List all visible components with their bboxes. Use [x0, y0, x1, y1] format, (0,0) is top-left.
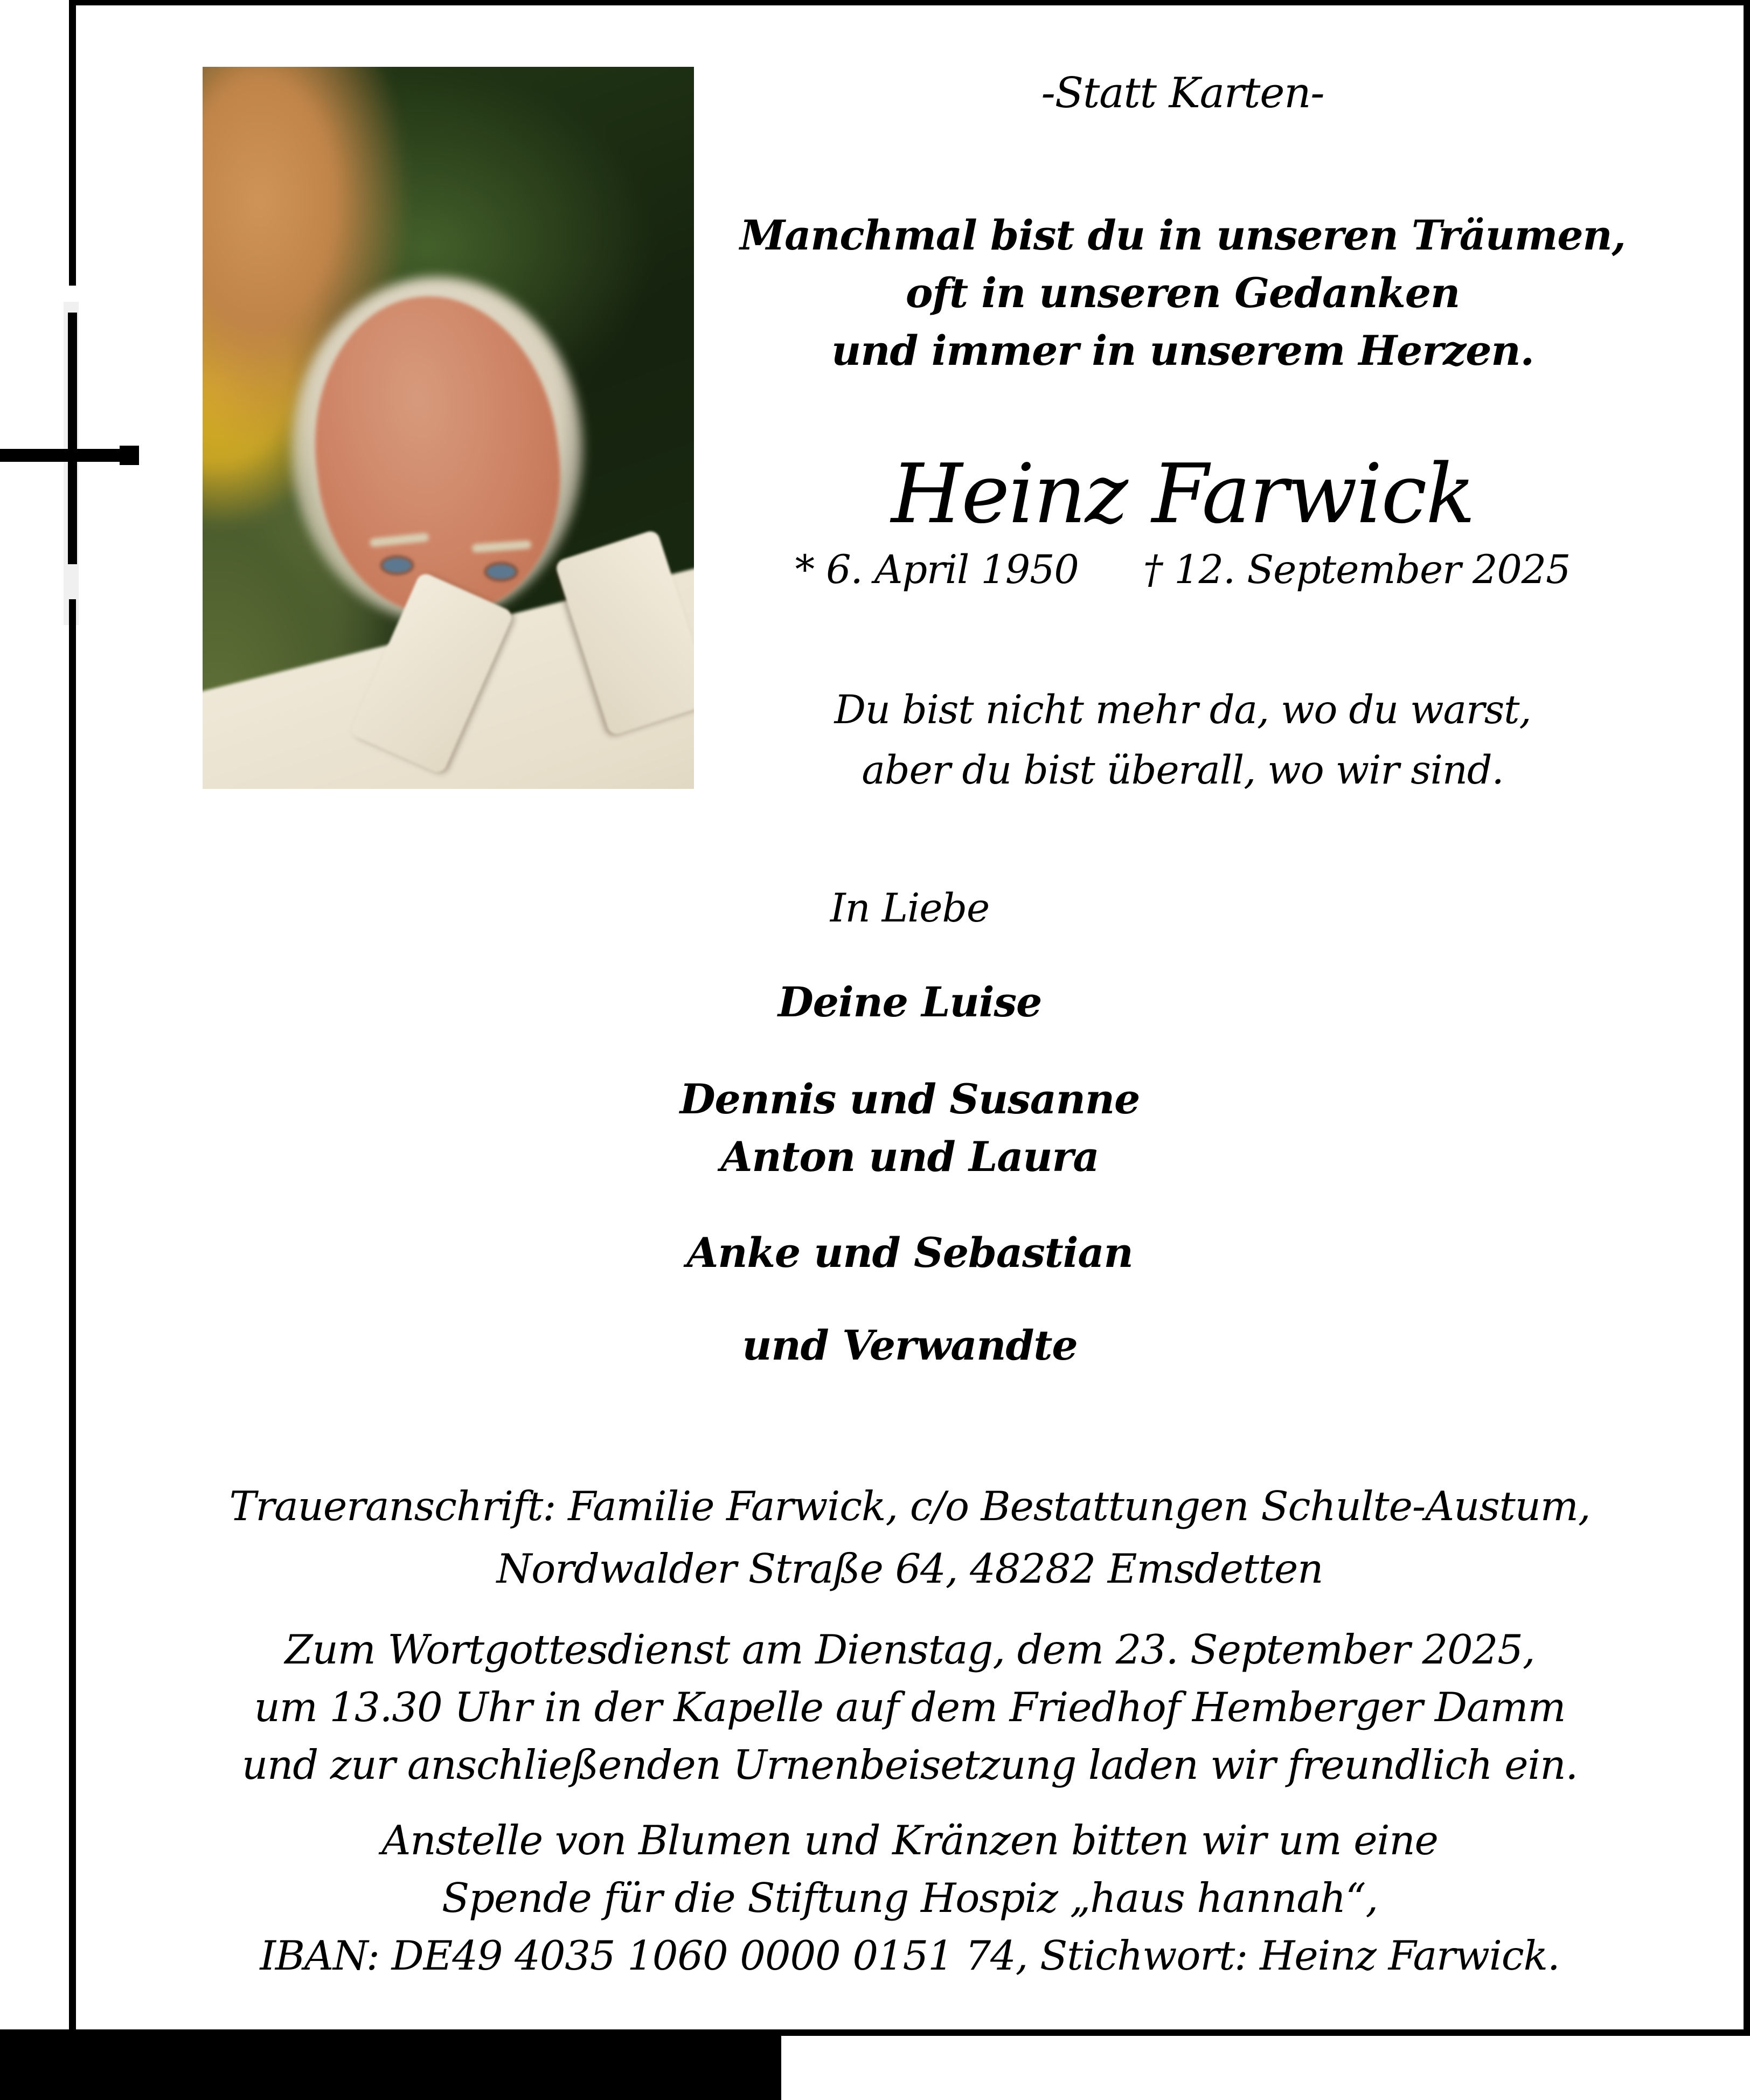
portrait-photo	[203, 67, 694, 789]
opening-verse-line-3: und immer in unserem Herzen.	[831, 327, 1534, 375]
mourner-wife: Deine Luise	[777, 978, 1042, 1026]
frame-border-left-lower	[69, 599, 76, 2033]
donation-line-3: IBAN: DE49 4035 1060 0000 0151 74, Stichwort: Heinz Farwick.	[260, 1932, 1560, 1979]
service-line-2: um 13.30 Uhr in der Kapelle auf dem Friedhof Hemberger Damm	[254, 1683, 1566, 1731]
life-dates	[695, 547, 1670, 593]
donation-request	[76, 1812, 1744, 1985]
photo-eye-right	[487, 565, 515, 579]
donation-line-1: Anstelle von Blumen und Kränzen bitten wir um eine	[381, 1817, 1438, 1864]
service-details	[76, 1621, 1744, 1794]
bottom-scan-bar	[0, 2029, 781, 2100]
mourning-address-line-1: Traueranschrift: Familie Farwick, c/o Bestattungen Schulte-Austum,	[229, 1482, 1591, 1530]
photo-eye-left	[383, 558, 411, 572]
cross-arm-tip	[120, 446, 139, 465]
mourner-relatives: und Verwandte	[742, 1321, 1078, 1369]
second-verse-line-2: aber du bist überall, wo wir sind.	[862, 747, 1504, 793]
death-date: † 12. September 2025	[1143, 547, 1571, 593]
in-liebe-label: In Liebe	[830, 885, 990, 931]
donation-line-2: Spende für die Stiftung Hospiz „haus hannah“,	[441, 1874, 1378, 1922]
frame-border-left-upper	[69, 0, 76, 286]
service-line-1: Zum Wortgottesdienst am Dienstag, dem 23. September 2025,	[284, 1626, 1535, 1673]
cross-arm-icon	[0, 449, 139, 462]
birth-date: * 6. April 1950	[795, 547, 1079, 593]
mourner-family-2: Anton und Laura	[720, 1133, 1099, 1181]
frame-border-top	[69, 0, 1750, 5]
mourning-address	[76, 1475, 1744, 1600]
service-line-3: und zur anschließenden Urnenbeisetzung laden wir freundlich ein.	[241, 1741, 1578, 1789]
opening-verse-line-2: oft in unseren Gedanken	[905, 269, 1460, 317]
frame-border-right	[1744, 0, 1750, 2036]
statt-karten-note: -Statt Karten-	[1041, 69, 1324, 117]
mourner-family-1: Dennis und Susanne	[679, 1075, 1140, 1123]
cross-icon	[68, 313, 77, 564]
mourning-address-line-2: Nordwalder Straße 64, 48282 Emsdetten	[496, 1545, 1323, 1592]
opening-verse	[695, 206, 1670, 379]
second-verse-line-1: Du bist nicht mehr da, wo du warst,	[834, 687, 1531, 733]
opening-verse-line-1: Manchmal bist du in unseren Träumen,	[740, 211, 1626, 259]
mourner-family-3: Anke und Sebastian	[686, 1229, 1133, 1277]
deceased-name: Heinz Farwick	[891, 446, 1475, 542]
second-verse	[695, 680, 1670, 801]
